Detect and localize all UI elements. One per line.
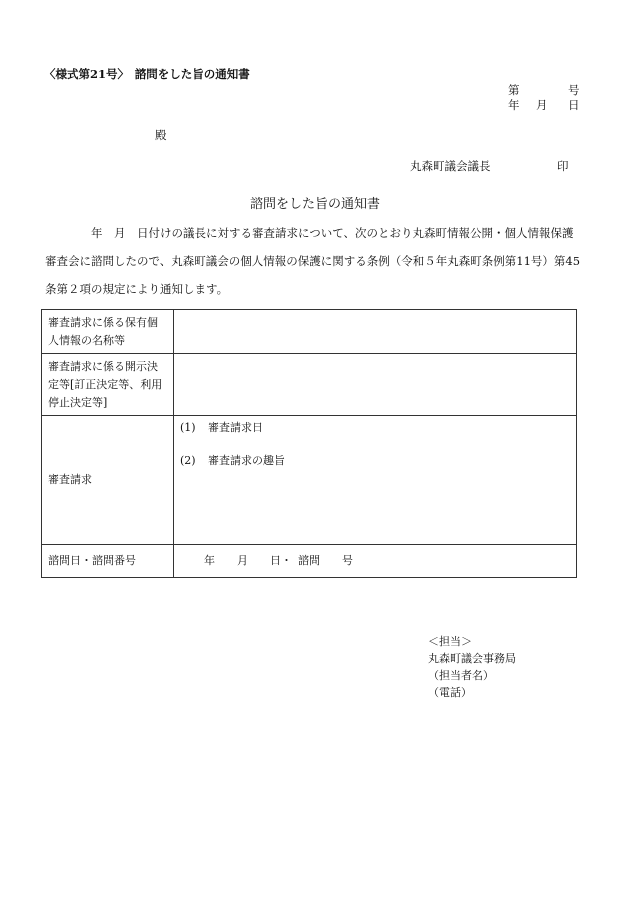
table-row — [42, 416, 577, 545]
inquiry-month: 月 — [237, 554, 248, 567]
table-row — [42, 354, 577, 416]
row-value-info-name — [174, 310, 577, 354]
contact-person: （担当者名） — [428, 669, 494, 682]
table-row — [42, 310, 577, 354]
form-number-label: 〈様式第21号〉 諮問をした旨の通知書 — [44, 67, 250, 81]
date-day: 日 — [568, 98, 580, 112]
contact-office: 丸森町議会事務局 — [428, 652, 516, 665]
row-label-info-name: 審査請求に係る保有個人情報の名称等 — [42, 310, 174, 354]
inquiry-year: 年 — [204, 554, 215, 567]
item-text: 審査請求の趣旨 — [208, 454, 285, 467]
date-month: 月 — [536, 98, 548, 112]
recipient-honorific: 殿 — [155, 128, 167, 142]
contact-heading: ＜担当＞ — [428, 635, 472, 648]
row-value-inquiry-date — [174, 545, 577, 578]
number-prefix: 第 — [508, 83, 520, 97]
contact-phone: （電話） — [428, 686, 472, 699]
item-text: 審査請求日 — [208, 421, 263, 434]
row-label-request: 審査請求 — [42, 416, 174, 545]
request-table — [41, 309, 577, 578]
request-item-purpose — [180, 452, 570, 470]
notice-body — [45, 219, 585, 303]
request-item-date — [180, 419, 570, 437]
number-suffix: 号 — [568, 83, 580, 97]
inquiry-number: 号 — [342, 554, 353, 567]
contact-block — [428, 633, 516, 701]
row-label-inquiry-date: 諮問日・諮問番号 — [42, 545, 174, 578]
document-title: 諮問をした旨の通知書 — [249, 197, 380, 212]
row-value-request — [174, 416, 577, 545]
sender-name: 丸森町議会議長 — [410, 159, 491, 173]
date-year: 年 — [508, 98, 520, 112]
item-number: (2) — [180, 454, 196, 467]
notice-paragraph: 年 月 日付けの議長に対する審査請求について、次のとおり丸森町情報公開・個人情報保護審査会に諮問したので、丸森町議会の個人情報の保護に関する条例（令和５年丸森町条例第11号）第45条第２項の規定により通知します。 — [45, 226, 581, 296]
row-label-disclosure-decision: 審査請求に係る開示決定等[訂正決定等、利用停止決定等] — [42, 354, 174, 416]
inquiry-day: 日・ — [270, 554, 292, 567]
inquiry-label: 諮問 — [298, 554, 320, 567]
seal-mark: 印 — [557, 159, 569, 173]
table-row — [42, 545, 577, 578]
row-value-disclosure-decision — [174, 354, 577, 416]
item-number: (1) — [180, 421, 196, 434]
